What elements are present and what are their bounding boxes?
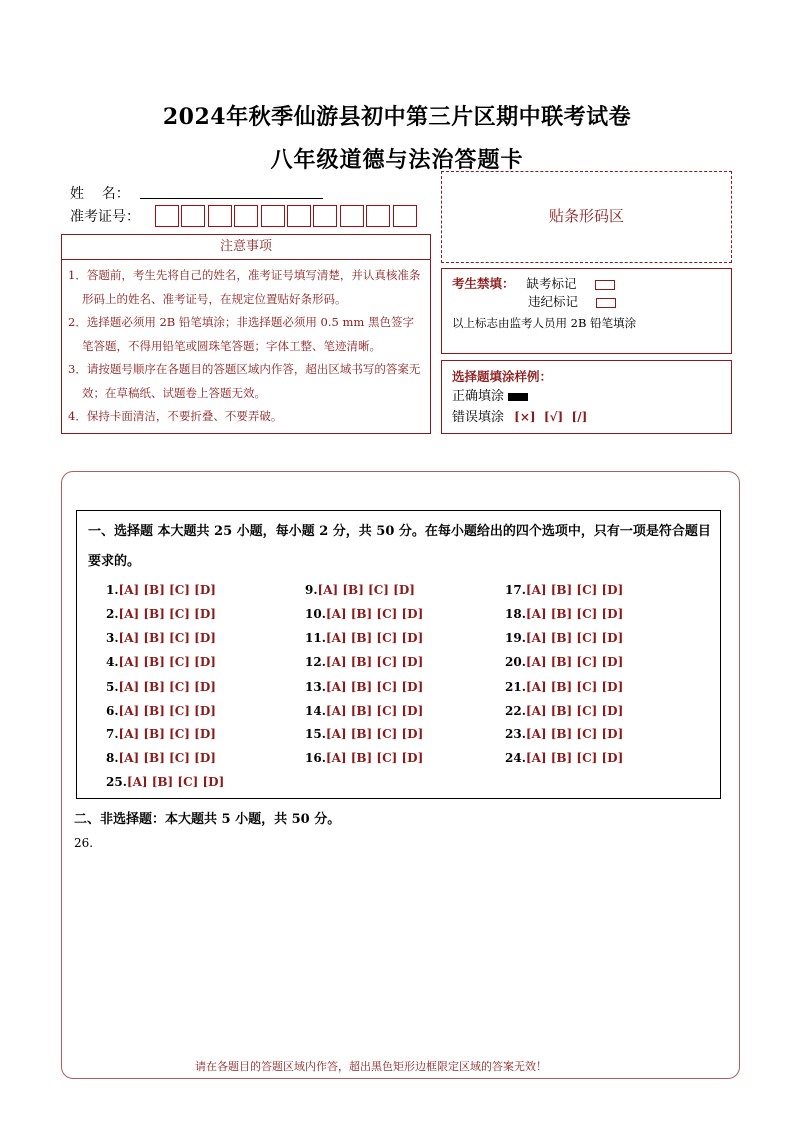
question-number: 6. — [106, 704, 119, 718]
question-number: 3. — [106, 631, 119, 645]
violation-mark-label: 违纪标记 — [528, 294, 579, 309]
id-digit-box[interactable] — [313, 205, 337, 227]
id-digit-box[interactable] — [181, 205, 205, 227]
answer-options[interactable]: [A] [B] [C] [D] — [325, 631, 424, 645]
question-17 — [505, 583, 623, 597]
wrong-fill-label: 错误填涂 — [452, 410, 505, 425]
answer-options[interactable]: [A] [B] [C] [D] — [317, 583, 415, 597]
answer-options[interactable]: [A] [B] [C] [D] — [118, 751, 216, 765]
fill-sample-box — [441, 360, 732, 434]
question-14 — [305, 704, 423, 718]
question-number: 5. — [106, 680, 119, 694]
barcode-area: 贴条形码区 — [441, 171, 732, 263]
question-8 — [106, 751, 216, 765]
question-3 — [106, 631, 216, 645]
question-25 — [106, 775, 224, 789]
answer-options[interactable]: [A] [B] [C] [D] — [325, 751, 424, 765]
question-21 — [505, 680, 623, 694]
answer-options[interactable]: [A] [B] [C] [D] — [525, 704, 624, 718]
exam-mark-title: 考生禁填： — [452, 276, 515, 291]
question-number: 21. — [505, 680, 526, 694]
id-label: 准考证号： — [70, 209, 140, 225]
id-digit-box[interactable] — [234, 205, 258, 227]
question-number: 10. — [305, 607, 326, 621]
question-number: 9. — [305, 583, 318, 597]
notice-list — [61, 259, 431, 434]
fill-sample-title: 选择题填涂样例： — [452, 369, 553, 384]
answer-options[interactable]: [A] [B] [C] [D] — [325, 680, 424, 694]
question-number: 7. — [106, 727, 119, 741]
answer-options[interactable]: [A] [B] [C] [D] — [525, 655, 624, 669]
answer-card-title: 八年级道德与法治答题卡 — [270, 147, 524, 173]
question-number: 20. — [505, 655, 526, 669]
answer-options[interactable]: [A] [B] [C] [D] — [126, 775, 225, 789]
question-number: 16. — [305, 751, 326, 765]
notice-item: 4．保持卡面清洁，不要折叠、不要弄破。 — [68, 409, 283, 423]
question-22 — [505, 704, 623, 718]
question-number: 17. — [505, 583, 526, 597]
question-number: 18. — [505, 607, 526, 621]
section1-title: 一、选择题 本大题共 25 小题，每小题 2 分，共 50 分。在每小题给出的四个选项中，只有一项是符合题目要求的。 — [88, 524, 711, 569]
question-24 — [505, 751, 623, 765]
question-15 — [305, 727, 423, 741]
question-number: 15. — [305, 727, 326, 741]
question-9 — [305, 583, 415, 597]
question-number: 8. — [106, 751, 119, 765]
answer-options[interactable]: [A] [B] [C] [D] — [118, 727, 216, 741]
id-digit-box[interactable] — [340, 205, 364, 227]
answer-options[interactable]: [A] [B] [C] [D] — [325, 727, 424, 741]
name-field[interactable] — [140, 197, 323, 199]
answer-options[interactable]: [A] [B] [C] [D] — [118, 583, 216, 597]
question-4 — [106, 655, 216, 669]
question-number: 2. — [106, 607, 119, 621]
id-digit-box[interactable] — [261, 205, 285, 227]
id-digit-box[interactable] — [366, 205, 390, 227]
question-1 — [106, 583, 216, 597]
question-16 — [305, 751, 423, 765]
question-7 — [106, 727, 216, 741]
violation-mark-box[interactable] — [596, 298, 616, 308]
question-13 — [305, 680, 423, 694]
notice-item: 3．请按题号顺序在各题目的答题区域内作答，超出区域书写的答案无效；在草稿纸、试题卷上答题无效。 — [68, 362, 421, 400]
question-number: 24. — [505, 751, 526, 765]
question-10 — [305, 607, 423, 621]
id-digit-box[interactable] — [287, 205, 311, 227]
question-number: 13. — [305, 680, 326, 694]
exam-mark-note: 以上标志由监考人员用 2B 铅笔填涂 — [452, 316, 637, 330]
question-number: 1. — [106, 583, 119, 597]
question-5 — [106, 680, 216, 694]
answer-options[interactable]: [A] [B] [C] [D] — [525, 583, 624, 597]
section2-title: 二、非选择题：本大题共 5 小题，共 50 分。 — [74, 812, 341, 827]
wrong-fill-examples: [×] [√] [/] — [514, 410, 588, 424]
question-number: 4. — [106, 655, 119, 669]
question-23 — [505, 727, 623, 741]
absent-mark-label: 缺考标记 — [526, 276, 577, 291]
question-number: 11. — [305, 631, 326, 645]
question-number: 14. — [305, 704, 326, 718]
question-number: 25. — [106, 775, 127, 789]
id-digit-box[interactable] — [155, 205, 179, 227]
question-19 — [505, 631, 623, 645]
question-number: 12. — [305, 655, 326, 669]
absent-mark-box[interactable] — [595, 280, 615, 290]
footer-warning: 请在各题目的答题区域内作答，超出黑色矩形边框限定区域的答案无效！ — [195, 1060, 547, 1073]
name-label: 姓 名： — [70, 186, 130, 202]
question-11 — [305, 631, 423, 645]
answer-options[interactable]: [A] [B] [C] [D] — [525, 680, 624, 694]
question-20 — [505, 655, 623, 669]
answer-options[interactable]: [A] [B] [C] [D] — [118, 631, 216, 645]
correct-fill-label: 正确填涂 — [452, 389, 505, 404]
exam-id-boxes[interactable] — [155, 205, 419, 227]
answer-options[interactable]: [A] [B] [C] [D] — [525, 607, 624, 621]
answer-options[interactable]: [A] [B] [C] [D] — [118, 704, 216, 718]
id-digit-box[interactable] — [393, 205, 417, 227]
correct-fill-example — [508, 393, 528, 401]
notice-item: 1．答题前，考生先将自己的姓名，准考证号填写清楚，并认真核准条形码上的姓名、准考证号，在规定位置贴好条形码。 — [68, 268, 421, 306]
question-number: 23. — [505, 727, 526, 741]
answer-options[interactable]: [A] [B] [C] [D] — [525, 631, 624, 645]
answer-options[interactable]: [A] [B] [C] [D] — [325, 655, 424, 669]
answer-options[interactable]: [A] [B] [C] [D] — [525, 751, 624, 765]
question-18 — [505, 607, 623, 621]
question-12 — [305, 655, 423, 669]
answer-options[interactable]: [A] [B] [C] [D] — [118, 655, 216, 669]
question-number: 19. — [505, 631, 526, 645]
question-number: 22. — [505, 704, 526, 718]
question-26-number: 26. — [74, 836, 94, 850]
question-6 — [106, 704, 216, 718]
answer-options[interactable]: [A] [B] [C] [D] — [325, 704, 424, 718]
id-digit-box[interactable] — [208, 205, 232, 227]
answer-options[interactable]: [A] [B] [C] [D] — [325, 607, 424, 621]
question-2 — [106, 607, 216, 621]
answer-options[interactable]: [A] [B] [C] [D] — [525, 727, 624, 741]
exam-title: 2024年秋季仙游县初中第三片区期中联考试卷 — [162, 104, 632, 130]
exam-mark-box — [441, 268, 732, 354]
notice-item: 2．选择题必须用 2B 铅笔填涂；非选择题必须用 0.5 mm 黑色签字笔答题，不得用铅笔或圆珠笔答题；字体工整、笔迹清晰。 — [68, 315, 414, 353]
answer-options[interactable]: [A] [B] [C] [D] — [118, 607, 216, 621]
answer-options[interactable]: [A] [B] [C] [D] — [118, 680, 216, 694]
notice-heading: 注意事项 — [61, 234, 431, 260]
